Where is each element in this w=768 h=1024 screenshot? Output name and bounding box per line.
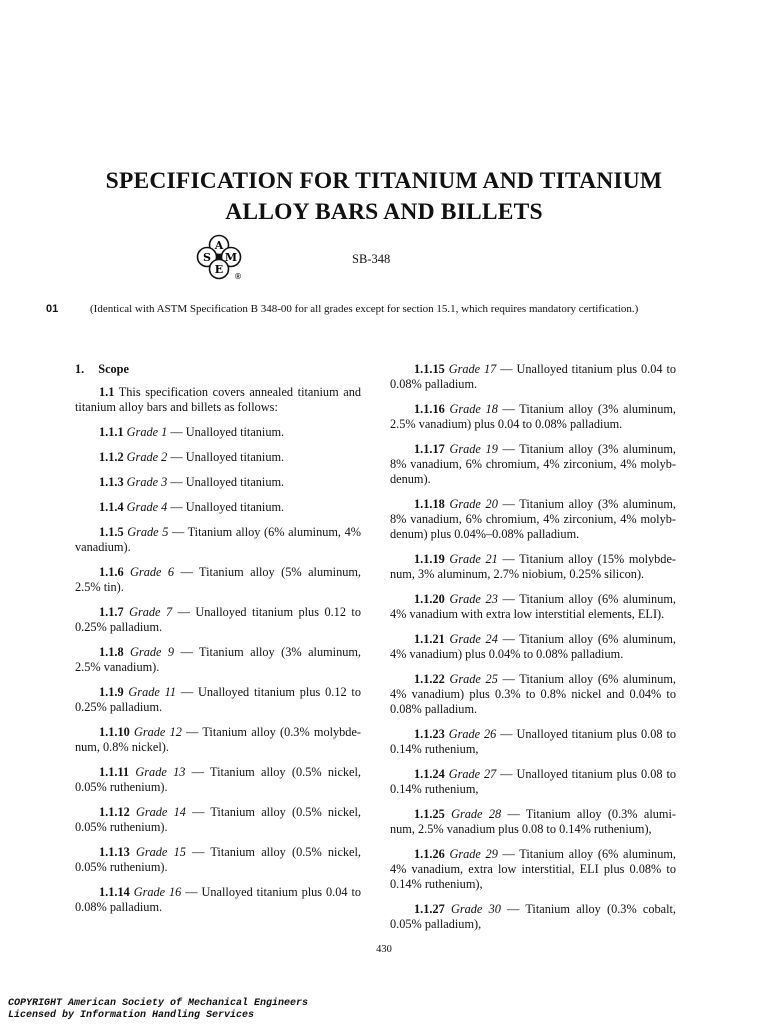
item-number: 1.1.20 [414, 592, 445, 606]
grade-item [390, 902, 676, 932]
grade-item [75, 425, 361, 440]
grade-item [75, 645, 361, 675]
item-number: 1.1.24 [414, 767, 445, 781]
grade-label: Grade 26 [448, 727, 497, 741]
item-number: 1.1.25 [414, 807, 445, 821]
item-number: 1.1.3 [99, 475, 124, 489]
item-text: — Unalloyed titanium plus 0.04 to 0.08% palladium. [390, 362, 677, 391]
grade-label: Grade 1 [126, 425, 168, 439]
item-text: — Unalloyed titanium plus 0.08 to 0.14% ruthenium, [390, 727, 677, 756]
grade-item [390, 632, 676, 662]
grade-item [75, 565, 361, 595]
item-text: — Titanium alloy (0.5% nickel, 0.05% ruthenium). [75, 765, 361, 794]
item-text: — Unalloyed titanium. [170, 425, 285, 439]
grade-label: Grade 6 [130, 565, 175, 579]
grade-item [75, 725, 361, 755]
item-number: 1.1.8 [99, 645, 124, 659]
title-line-1: SPECIFICATION FOR TITANIUM AND TITANIUM [105, 168, 663, 194]
item-text: — Unalloyed titanium plus 0.04 to 0.08% palladium. [75, 885, 362, 914]
item-text: — Titanium alloy (0.5% nickel, 0.05% ruthenium). [75, 805, 362, 834]
item-text: — Titanium alloy (3% aluminum, 8% vanadium, 6% chromium, 4% zirconium, 4% molyb-denum). [390, 442, 676, 486]
page-number: 430 [376, 944, 392, 955]
grade-item [75, 685, 361, 715]
item-number: 1.1.19 [414, 552, 445, 566]
copyright-line-1: COPYRIGHT American Society of Mechanical Engineers [8, 998, 309, 1009]
margin-revision-note: 01 [46, 303, 59, 315]
grade-item [390, 362, 676, 392]
grade-item [75, 765, 361, 795]
grade-label: Grade 19 [449, 442, 498, 456]
item-text: — Titanium alloy (3% aluminum, 8% vanadium, 6% chromium, 4% zirconium, 4% molyb-denum) plus 0.04%–0.08% palladium. [390, 497, 676, 541]
item-text: — Unalloyed titanium plus 0.12 to 0.25% palladium. [75, 685, 361, 714]
item-text: — Titanium alloy (15% molybde-num, 3% aluminum, 2.7% niobium, 0.25% silicon). [390, 552, 677, 581]
copyright-line-2: Licensed by Information Handling Services [8, 1010, 255, 1021]
grade-label: Grade 4 [126, 500, 168, 514]
item-text: — Titanium alloy (0.3% alumi-num, 2.5% vanadium plus 0.08 to 0.14% ruthenium), [390, 807, 676, 836]
grade-label: Grade 9 [130, 645, 175, 659]
grade-item [75, 450, 361, 465]
item-number: 1.1.12 [99, 805, 130, 819]
grade-label: Grade 13 [135, 765, 186, 779]
grade-item [75, 525, 361, 555]
grade-item [390, 497, 676, 542]
item-text: — Titanium alloy (3% aluminum, 2.5% vanadium) plus 0.04 to 0.08% palladium. [390, 402, 676, 431]
left-column [75, 362, 361, 925]
scope-intro-paragraph [75, 385, 361, 415]
grade-label: Grade 7 [129, 605, 173, 619]
item-text: — Titanium alloy (6% aluminum, 4% vanadium) plus 0.04% to 0.08% palladium. [390, 632, 676, 661]
item-text: — Unalloyed titanium plus 0.08 to 0.14% ruthenium, [390, 767, 677, 796]
title-line-2: ALLOY BARS AND BILLETS [225, 199, 543, 225]
right-item-list [390, 362, 676, 932]
grade-item [390, 552, 676, 582]
grade-label: Grade 30 [450, 902, 501, 916]
item-number: 1.1.5 [99, 525, 124, 539]
grade-item [390, 807, 676, 837]
grade-label: Grade 28 [451, 807, 502, 821]
grade-item [75, 805, 361, 835]
grade-item [75, 500, 361, 515]
section-number: 1. [75, 362, 85, 376]
grade-label: Grade 24 [449, 632, 498, 646]
grade-item [390, 672, 676, 717]
grade-label: Grade 2 [126, 450, 168, 464]
item-number: 1.1.7 [99, 605, 124, 619]
grade-item [390, 847, 676, 892]
item-number: 1.1.1 [99, 425, 124, 439]
grade-item [390, 592, 676, 622]
grade-label: Grade 12 [133, 725, 182, 739]
item-number: 1.1.15 [414, 362, 445, 376]
grade-label: Grade 11 [128, 685, 177, 699]
grade-label: Grade 29 [449, 847, 498, 861]
grade-item [75, 845, 361, 875]
item-text: — Titanium alloy (6% aluminum, 4% vanadium). [75, 525, 361, 554]
item-number: 1.1.18 [414, 497, 445, 511]
item-number: 1.1.21 [414, 632, 445, 646]
grade-label: Grade 14 [135, 805, 186, 819]
grade-item [390, 767, 676, 797]
grade-label: Grade 17 [448, 362, 497, 376]
item-number: 1.1.17 [414, 442, 445, 456]
section-title: Scope [98, 362, 129, 376]
paragraph-number: 1.1 [99, 385, 115, 399]
paragraph-text: This specification covers annealed titanium and titanium alloy bars and billets as follows: [75, 385, 361, 414]
spec-number: SB-348 [352, 252, 391, 266]
grade-label: Grade 5 [127, 525, 169, 539]
grade-label: Grade 18 [449, 402, 498, 416]
right-column [390, 362, 676, 942]
item-number: 1.1.2 [99, 450, 124, 464]
grade-item [390, 442, 676, 487]
item-number: 1.1.23 [414, 727, 445, 741]
grade-label: Grade 27 [448, 767, 497, 781]
item-number: 1.1.4 [99, 500, 124, 514]
item-number: 1.1.26 [414, 847, 445, 861]
item-number: 1.1.6 [99, 565, 124, 579]
item-text: — Titanium alloy (6% aluminum, 4% vanadium) plus 0.3% to 0.8% nickel and 0.04% to 0.08% palladium. [390, 672, 676, 716]
document-title [0, 166, 768, 228]
item-text: — Titanium alloy (5% aluminum, 2.5% tin). [75, 565, 362, 594]
copyright-footer [8, 998, 308, 1022]
item-number: 1.1.27 [414, 902, 445, 916]
grade-label: Grade 16 [133, 885, 182, 899]
grade-item [390, 402, 676, 432]
item-text: — Unalloyed titanium. [170, 475, 285, 489]
grade-label: Grade 15 [135, 845, 186, 859]
grade-label: Grade 21 [449, 552, 498, 566]
logo-letter-m: M [224, 251, 238, 264]
grade-label: Grade 20 [449, 497, 498, 511]
item-text: — Titanium alloy (0.5% nickel, 0.05% ruthenium). [75, 845, 362, 874]
item-text: — Titanium alloy (6% aluminum, 4% vanadium with extra low interstitial elements, ELI). [390, 592, 676, 621]
section-heading-scope [75, 362, 361, 377]
item-number: 1.1.13 [99, 845, 130, 859]
item-number: 1.1.9 [99, 685, 124, 699]
logo-letter-s: S [203, 251, 211, 264]
item-text: — Unalloyed titanium. [170, 500, 285, 514]
grade-item [75, 605, 361, 635]
identical-note: (Identical with ASTM Specification B 348-00 for all grades except for section 15.1, which requires mandatory certification.) [90, 303, 639, 315]
item-text: — Titanium alloy (0.3% cobalt, 0.05% palladium), [390, 902, 677, 931]
grade-label: Grade 23 [449, 592, 498, 606]
item-number: 1.1.14 [99, 885, 130, 899]
asme-logo-icon [196, 234, 242, 280]
logo-letter-e: E [214, 263, 224, 276]
grade-item [75, 475, 361, 490]
item-text: — Titanium alloy (3% aluminum, 2.5% vanadium). [75, 645, 362, 674]
item-text: — Titanium alloy (6% aluminum, 4% vanadium, extra low interstitial, ELI plus 0.08% to 0.14% ruthenium), [390, 847, 676, 891]
item-text: — Unalloyed titanium. [170, 450, 285, 464]
item-number: 1.1.22 [414, 672, 445, 686]
item-text: — Titanium alloy (0.3% molybde-num, 0.8% nickel). [75, 725, 362, 754]
logo-letter-a: A [214, 239, 224, 252]
registered-mark: ® [234, 272, 242, 280]
item-number: 1.1.16 [414, 402, 445, 416]
item-number: 1.1.11 [99, 765, 130, 779]
item-number: 1.1.10 [99, 725, 130, 739]
grade-item [390, 727, 676, 757]
left-item-list [75, 425, 361, 915]
grade-label: Grade 25 [449, 672, 498, 686]
grade-item [75, 885, 361, 915]
item-text: — Unalloyed titanium plus 0.12 to 0.25% palladium. [75, 605, 361, 634]
grade-label: Grade 3 [126, 475, 168, 489]
